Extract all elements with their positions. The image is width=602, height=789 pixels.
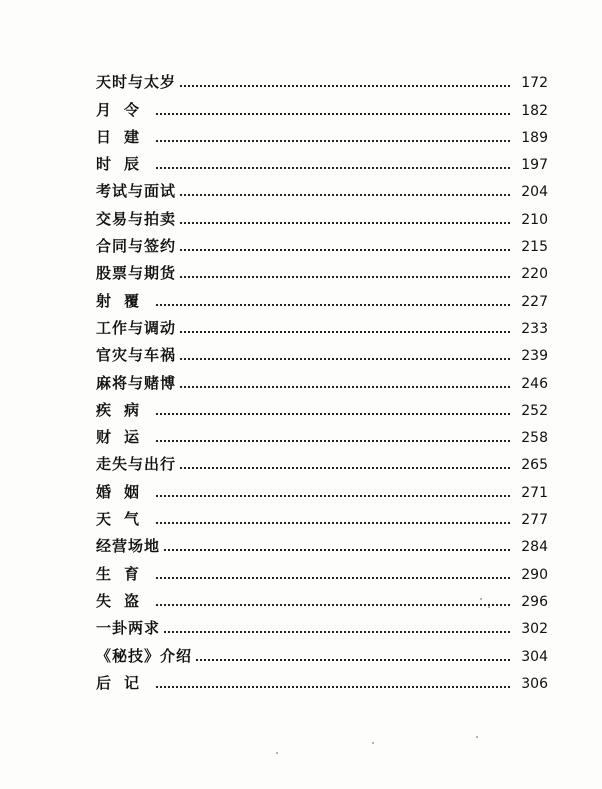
scan-speck [488,606,490,608]
toc-entry-page-number: 189 [521,129,548,146]
scan-speck [276,752,278,754]
toc-entry-page-number: 304 [521,648,548,665]
toc-entry-page-number: 220 [521,266,548,283]
toc-dot-leader [156,495,510,497]
toc-entry-page-number: 290 [521,566,548,583]
toc-entry [96,527,548,554]
toc-entry-title: 官灾与车祸 [96,346,177,365]
toc-entry-title: 走失与出行 [96,455,177,474]
toc-entry [96,609,548,636]
toc-entry-title: 月令 [96,100,153,119]
toc-entry [96,554,548,581]
toc-dot-leader [180,467,510,469]
toc-dot-leader [180,386,510,388]
toc-dot-leader [180,194,510,196]
toc-dot-leader [180,331,510,333]
toc-entry [96,472,548,499]
toc-entry-title: 经营场地 [96,537,161,556]
toc-entry [96,145,548,172]
toc-entry-page-number: 306 [521,675,548,692]
toc-entry-page-number: 271 [521,484,548,501]
toc-entry-title: 一卦两求 [96,619,161,638]
toc-entry-title: 婚姻 [96,482,153,501]
toc-entry-page-number: 265 [521,457,548,474]
toc-entry-page-number: 284 [521,539,548,556]
toc-entry-title: 合同与签约 [96,237,177,256]
toc-entry-title: 射覆 [96,291,153,310]
toc-entry-page-number: 277 [521,512,548,529]
toc-entry [96,582,548,609]
toc-entry-title: 股票与期货 [96,264,177,283]
toc-dot-leader [156,140,510,142]
toc-entry [96,63,548,90]
toc-entry-page-number: 172 [521,75,548,92]
toc-dot-leader [180,249,510,251]
toc-entry-title: 疾病 [96,400,153,419]
toc-entry [96,254,548,281]
toc-entry-title: 时辰 [96,155,153,174]
toc-entry [96,445,548,472]
toc-entry [96,90,548,117]
toc-dot-leader [156,113,510,115]
toc-entry [96,391,548,418]
toc-entry-page-number: 246 [521,375,548,392]
toc-dot-leader [196,659,510,661]
toc-entry-page-number: 302 [521,621,548,638]
toc-entry [96,664,548,691]
toc-entry [96,281,548,308]
toc-entry-page-number: 215 [521,239,548,256]
toc-dot-leader [156,686,510,688]
toc-entry-title: 天时与太岁 [96,73,177,92]
toc-entry [96,418,548,445]
toc-entry-title: 麻将与赌博 [96,373,177,392]
toc-entry-page-number: 182 [521,102,548,119]
toc-dot-leader [156,440,510,442]
toc-entry-title: 《秘技》介绍 [96,646,193,665]
toc-dot-leader [156,604,510,606]
toc-dot-leader [156,304,510,306]
toc-entry-title: 天气 [96,510,153,529]
toc-dot-leader [180,85,510,87]
toc-entry [96,172,548,199]
toc-dot-leader [180,222,510,224]
toc-entry-title: 生育 [96,564,153,583]
toc-dot-leader [156,577,510,579]
toc-entry [96,118,548,145]
toc-dot-leader [156,413,510,415]
scan-speck [480,598,482,600]
toc-entry-page-number: 227 [521,293,548,310]
toc-entry-page-number: 197 [521,157,548,174]
toc-dot-leader [164,631,510,633]
toc-entry [96,336,548,363]
toc-entry-title: 财运 [96,428,153,447]
toc-dot-leader [156,522,510,524]
scan-speck [476,736,478,738]
toc-entry [96,636,548,663]
toc-entry-page-number: 210 [521,211,548,228]
toc-entry-title: 失盗 [96,591,153,610]
toc-dot-leader [156,167,510,169]
toc-entry [96,500,548,527]
toc-entry-page-number: 239 [521,348,548,365]
toc-entry-page-number: 233 [521,320,548,337]
toc-entry-page-number: 204 [521,184,548,201]
toc-entry [96,199,548,226]
toc-entry-title: 考试与面试 [96,182,177,201]
scan-speck [372,742,374,744]
toc-entry [96,227,548,254]
toc-entry-page-number: 258 [521,430,548,447]
toc-dot-leader [180,276,510,278]
toc-entry-page-number: 252 [521,402,548,419]
toc-entry-page-number: 296 [521,593,548,610]
toc-dot-leader [164,549,510,551]
toc-entry [96,309,548,336]
toc-entry [96,363,548,390]
toc-entry-title: 后记 [96,673,153,692]
toc-entry-title: 工作与调动 [96,318,177,337]
toc-entry-title: 日建 [96,127,153,146]
table-of-contents [96,63,548,691]
toc-dot-leader [180,358,510,360]
toc-entry-title: 交易与拍卖 [96,209,177,228]
